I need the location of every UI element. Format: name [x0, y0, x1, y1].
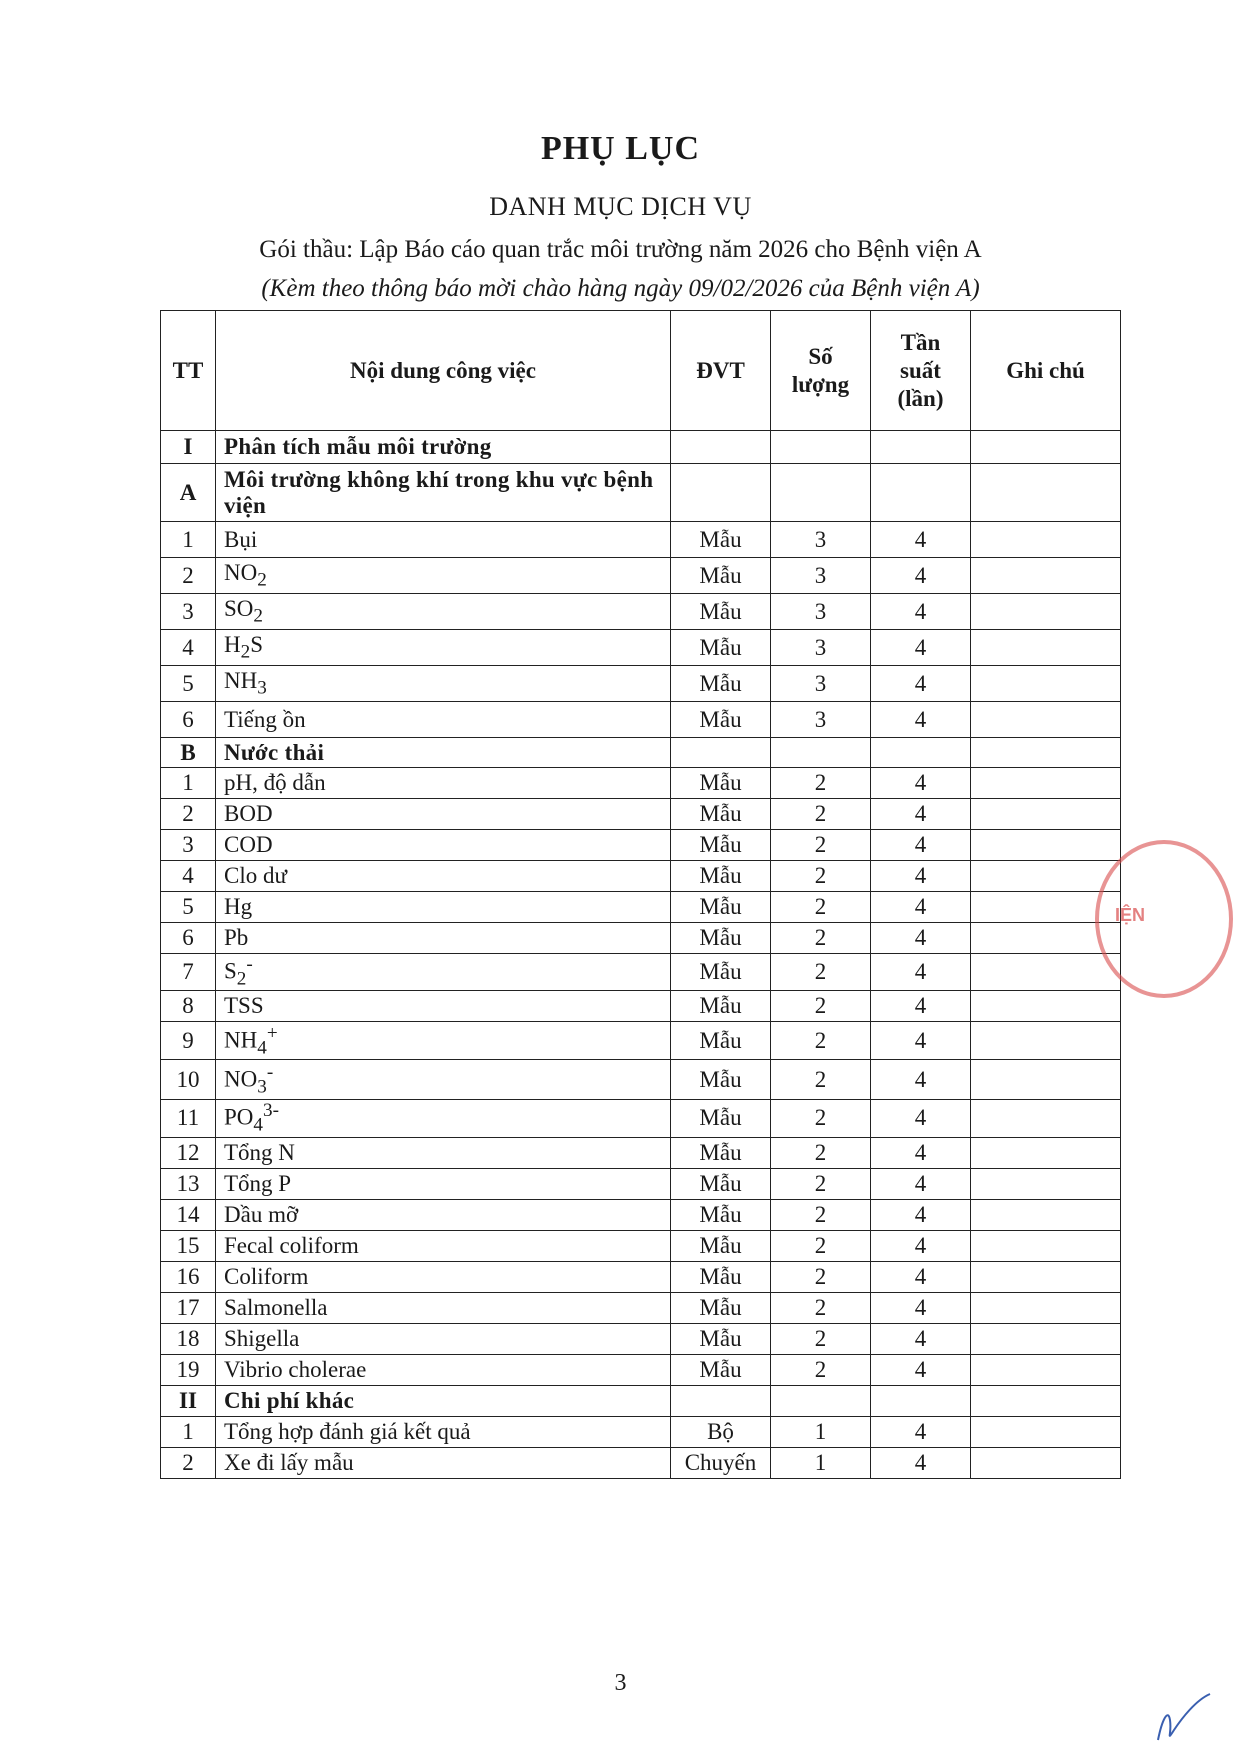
row-tt: 19	[161, 1354, 216, 1385]
row-item-name	[216, 1416, 671, 1447]
row-note	[971, 702, 1121, 738]
row-unit: Mẫu	[671, 1060, 771, 1100]
row-quantity: 2	[771, 1060, 871, 1100]
row-unit: Mẫu	[671, 666, 771, 702]
row-tt: 6	[161, 923, 216, 954]
table-row	[161, 892, 1121, 923]
item-name-text: Tổng P	[224, 1170, 292, 1196]
row-item-name	[216, 1168, 671, 1199]
item-subscript: 4	[253, 1114, 263, 1136]
row-unit: Mẫu	[671, 594, 771, 630]
item-subscript: 2	[253, 605, 263, 627]
table-row	[161, 991, 1121, 1022]
row-item-name	[216, 1137, 671, 1168]
row-item-name	[216, 861, 671, 892]
row-note	[971, 1060, 1121, 1100]
row-frequency: 4	[871, 1022, 971, 1060]
row-item-name	[216, 799, 671, 830]
item-name-text: Clo dư	[224, 863, 287, 888]
row-note	[971, 954, 1121, 991]
row-unit: Mẫu	[671, 1292, 771, 1323]
row-unit: Mẫu	[671, 830, 771, 861]
row-tt: 5	[161, 892, 216, 923]
item-name-text: Tiếng ồn	[224, 706, 306, 732]
row-item-name	[216, 954, 671, 991]
row-unit: Mẫu	[671, 799, 771, 830]
row-frequency	[871, 738, 971, 768]
row-tt: 1	[161, 768, 216, 799]
table-row	[161, 558, 1121, 594]
row-note	[971, 558, 1121, 594]
attachment-note: (Kèm theo thông báo mời chào hàng ngày 09/02/2026 của Bệnh viện A)	[261, 275, 980, 302]
section-row	[161, 431, 1121, 464]
row-tt: 3	[161, 830, 216, 861]
package-description: Gói thầu: Lập Báo cáo quan trắc môi trường năm 2026 cho Bệnh viện A	[259, 236, 982, 263]
section-row	[161, 738, 1121, 768]
table-row	[161, 1022, 1121, 1060]
item-name-text: NO	[224, 559, 258, 585]
row-tt: 9	[161, 1022, 216, 1060]
item-name-text: Xe đi lấy mẫu	[224, 1449, 354, 1475]
row-item-name	[216, 1100, 671, 1137]
row-unit: Chuyến	[671, 1447, 771, 1478]
item-superscript: +	[266, 1022, 278, 1044]
row-unit: Mẫu	[671, 630, 771, 666]
signature-mark-icon	[1148, 1690, 1218, 1750]
page-number: 3	[614, 1670, 627, 1696]
row-quantity: 3	[771, 522, 871, 558]
item-subscript: 2	[240, 641, 251, 663]
row-note	[971, 1261, 1121, 1292]
row-unit: Mẫu	[671, 702, 771, 738]
row-tt: 14	[161, 1199, 216, 1230]
table-row	[161, 702, 1121, 738]
row-frequency: 4	[871, 768, 971, 799]
row-quantity: 2	[771, 1022, 871, 1060]
row-quantity: 2	[771, 1261, 871, 1292]
row-note	[971, 1416, 1121, 1447]
row-frequency: 4	[871, 1416, 971, 1447]
row-tt: 1	[161, 522, 216, 558]
row-item-name	[216, 1292, 671, 1323]
table-row	[161, 954, 1121, 991]
row-frequency: 4	[871, 830, 971, 861]
item-name-text: NH	[224, 1027, 258, 1053]
row-tt: 2	[161, 799, 216, 830]
row-frequency: 4	[871, 799, 971, 830]
row-frequency: 4	[871, 702, 971, 738]
item-name-text: H	[224, 631, 241, 657]
item-name-text: NH	[224, 667, 258, 693]
row-quantity: 2	[771, 923, 871, 954]
table-row	[161, 768, 1121, 799]
row-note	[971, 1022, 1121, 1060]
row-frequency: 4	[871, 1230, 971, 1261]
row-quantity: 3	[771, 630, 871, 666]
table-row	[161, 830, 1121, 861]
row-quantity: 2	[771, 892, 871, 923]
table-row	[161, 1416, 1121, 1447]
table-row	[161, 1199, 1121, 1230]
row-item-name	[216, 1060, 671, 1100]
section-title: Môi trường không khí trong khu vực bệnh viện	[216, 464, 671, 522]
row-tt: 4	[161, 861, 216, 892]
row-frequency: 4	[871, 1354, 971, 1385]
row-item-name	[216, 666, 671, 702]
section-title: Nước thải	[216, 738, 671, 768]
row-quantity: 3	[771, 702, 871, 738]
item-name-text: NO	[224, 1066, 258, 1092]
row-frequency: 4	[871, 666, 971, 702]
row-tt: II	[161, 1385, 216, 1416]
row-frequency: 4	[871, 991, 971, 1022]
row-frequency: 4	[871, 1292, 971, 1323]
row-unit: Mẫu	[671, 1261, 771, 1292]
row-item-name	[216, 1199, 671, 1230]
row-tt: 7	[161, 954, 216, 991]
row-frequency: 4	[871, 1199, 971, 1230]
row-frequency: 4	[871, 594, 971, 630]
table-row	[161, 923, 1121, 954]
row-item-name	[216, 1354, 671, 1385]
section-title: Chi phí khác	[216, 1385, 671, 1416]
row-tt: 4	[161, 630, 216, 666]
row-tt: 1	[161, 1416, 216, 1447]
row-unit: Mẫu	[671, 768, 771, 799]
row-note	[971, 1447, 1121, 1478]
row-tt: 16	[161, 1261, 216, 1292]
row-unit	[671, 431, 771, 464]
row-frequency: 4	[871, 1261, 971, 1292]
row-item-name	[216, 892, 671, 923]
row-unit: Mẫu	[671, 522, 771, 558]
row-quantity: 3	[771, 594, 871, 630]
row-note	[971, 1354, 1121, 1385]
row-frequency: 4	[871, 522, 971, 558]
table-row	[161, 861, 1121, 892]
item-name-text: Dầu mỡ	[224, 1201, 299, 1227]
row-quantity	[771, 1385, 871, 1416]
table-row	[161, 1261, 1121, 1292]
row-quantity: 2	[771, 1230, 871, 1261]
row-unit: Mẫu	[671, 954, 771, 991]
item-name-text: COD	[224, 832, 273, 857]
row-tt: 10	[161, 1060, 216, 1100]
row-unit: Bộ	[671, 1416, 771, 1447]
table-row	[161, 799, 1121, 830]
row-note	[971, 1292, 1121, 1323]
row-frequency: 4	[871, 923, 971, 954]
table-row	[161, 1137, 1121, 1168]
table-row	[161, 1447, 1121, 1478]
row-note	[971, 1230, 1121, 1261]
table-row	[161, 1168, 1121, 1199]
row-quantity: 2	[771, 1323, 871, 1354]
row-unit: Mẫu	[671, 1100, 771, 1137]
table-row	[161, 1230, 1121, 1261]
item-superscript: -	[266, 1061, 274, 1083]
row-note	[971, 830, 1121, 861]
row-frequency: 4	[871, 954, 971, 991]
row-tt: 2	[161, 558, 216, 594]
item-name-text: S	[224, 958, 237, 984]
row-quantity: 2	[771, 1354, 871, 1385]
row-item-name	[216, 1447, 671, 1478]
item-superscript: 3-	[262, 1100, 279, 1122]
table-row	[161, 1100, 1121, 1137]
row-tt: 3	[161, 594, 216, 630]
col-header-frequency: Tần suất (lần)	[871, 311, 971, 431]
item-name-text: Vibrio cholerae	[224, 1356, 367, 1382]
item-subscript: 2	[257, 569, 267, 591]
row-unit: Mẫu	[671, 991, 771, 1022]
row-tt: B	[161, 738, 216, 768]
row-unit: Mẫu	[671, 1230, 771, 1261]
row-frequency: 4	[871, 1447, 971, 1478]
row-item-name	[216, 1323, 671, 1354]
row-unit	[671, 738, 771, 768]
row-note	[971, 861, 1121, 892]
row-note	[971, 1100, 1121, 1137]
item-name-text: Tổng N	[224, 1139, 295, 1165]
row-quantity: 2	[771, 1292, 871, 1323]
row-unit: Mẫu	[671, 1137, 771, 1168]
table-header-row	[161, 311, 1121, 431]
item-name-text: Bụi	[224, 526, 258, 552]
col-header-unit: ĐVT	[671, 311, 771, 431]
row-unit	[671, 1385, 771, 1416]
page-subtitle: DANH MỤC DỊCH VỤ	[489, 192, 752, 221]
row-note	[971, 594, 1121, 630]
item-name-text: Salmonella	[224, 1294, 328, 1320]
row-frequency: 4	[871, 1323, 971, 1354]
row-note	[971, 666, 1121, 702]
row-tt: I	[161, 431, 216, 464]
row-item-name	[216, 830, 671, 861]
item-name-text: Coliform	[224, 1263, 309, 1289]
row-quantity	[771, 464, 871, 522]
row-note	[971, 991, 1121, 1022]
row-note	[971, 1199, 1121, 1230]
col-header-content: Nội dung công việc	[216, 311, 671, 431]
row-item-name	[216, 702, 671, 738]
table-body	[161, 431, 1121, 1479]
row-frequency	[871, 464, 971, 522]
row-note	[971, 768, 1121, 799]
row-tt: 15	[161, 1230, 216, 1261]
item-subscript: 3	[257, 677, 267, 699]
table-row	[161, 1323, 1121, 1354]
item-name-text: TSS	[224, 993, 264, 1019]
table-row	[161, 522, 1121, 558]
row-tt: A	[161, 464, 216, 522]
row-quantity: 2	[771, 1100, 871, 1137]
row-tt: 13	[161, 1168, 216, 1199]
row-quantity	[771, 738, 871, 768]
item-name-text: Hg	[224, 894, 253, 919]
col-header-note: Ghi chú	[971, 311, 1121, 431]
row-quantity: 2	[771, 830, 871, 861]
row-tt: 18	[161, 1323, 216, 1354]
item-subscript: 3	[257, 1075, 267, 1097]
row-quantity	[771, 431, 871, 464]
row-item-name	[216, 1230, 671, 1261]
table-row	[161, 666, 1121, 702]
row-tt: 11	[161, 1100, 216, 1137]
section-row	[161, 1385, 1121, 1416]
row-item-name	[216, 630, 671, 666]
row-item-name	[216, 1261, 671, 1292]
seal-text: IỆN	[1115, 905, 1146, 925]
table-row	[161, 1354, 1121, 1385]
row-item-name	[216, 522, 671, 558]
row-frequency: 4	[871, 630, 971, 666]
row-frequency: 4	[871, 1168, 971, 1199]
row-note	[971, 1168, 1121, 1199]
row-quantity: 2	[771, 861, 871, 892]
section-row	[161, 464, 1121, 522]
row-quantity: 2	[771, 1168, 871, 1199]
row-tt: 2	[161, 1447, 216, 1478]
row-quantity: 3	[771, 666, 871, 702]
row-quantity: 2	[771, 768, 871, 799]
item-superscript: -	[246, 954, 253, 975]
row-tt: 17	[161, 1292, 216, 1323]
col-header-quantity: Số lượng	[771, 311, 871, 431]
row-quantity: 2	[771, 1137, 871, 1168]
row-item-name	[216, 923, 671, 954]
item-subscript: 2	[236, 968, 247, 990]
item-name-text: BOD	[224, 801, 273, 826]
row-unit: Mẫu	[671, 892, 771, 923]
row-quantity: 2	[771, 799, 871, 830]
section-title: Phân tích mẫu môi trường	[216, 431, 671, 464]
row-unit: Mẫu	[671, 1323, 771, 1354]
item-name-text: SO	[224, 595, 254, 621]
item-name-text: Tổng hợp đánh giá kết quả	[224, 1418, 471, 1444]
item-name-text: Fecal coliform	[224, 1232, 359, 1258]
row-note	[971, 1385, 1121, 1416]
row-note	[971, 738, 1121, 768]
row-frequency: 4	[871, 1100, 971, 1137]
page-title: PHỤ LỤC	[540, 130, 701, 167]
row-tt: 5	[161, 666, 216, 702]
table-row	[161, 1060, 1121, 1100]
row-unit: Mẫu	[671, 861, 771, 892]
row-quantity: 1	[771, 1416, 871, 1447]
item-name-text: pH, độ dẫn	[224, 770, 326, 795]
row-item-name	[216, 558, 671, 594]
row-quantity: 2	[771, 1199, 871, 1230]
row-quantity: 2	[771, 954, 871, 991]
table-row	[161, 630, 1121, 666]
table-row	[161, 594, 1121, 630]
row-quantity: 3	[771, 558, 871, 594]
row-frequency: 4	[871, 892, 971, 923]
row-unit: Mẫu	[671, 558, 771, 594]
row-item-name	[216, 1022, 671, 1060]
row-note	[971, 431, 1121, 464]
service-table	[160, 310, 1121, 1479]
row-note	[971, 1137, 1121, 1168]
item-name-text: PO	[224, 1104, 254, 1130]
row-unit: Mẫu	[671, 1168, 771, 1199]
row-frequency: 4	[871, 861, 971, 892]
item-name-text: Pb	[224, 925, 249, 950]
row-unit: Mẫu	[671, 923, 771, 954]
row-tt: 12	[161, 1137, 216, 1168]
row-frequency: 4	[871, 1060, 971, 1100]
row-quantity: 1	[771, 1447, 871, 1478]
row-item-name	[216, 991, 671, 1022]
item-subscript: 4	[257, 1036, 267, 1058]
row-unit: Mẫu	[671, 1199, 771, 1230]
row-note	[971, 799, 1121, 830]
item-name-suffix: S	[250, 631, 263, 657]
row-frequency: 4	[871, 1137, 971, 1168]
row-frequency: 4	[871, 558, 971, 594]
row-frequency	[871, 1385, 971, 1416]
col-header-tt: TT	[161, 311, 216, 431]
row-quantity: 2	[771, 991, 871, 1022]
row-tt: 8	[161, 991, 216, 1022]
table-row	[161, 1292, 1121, 1323]
row-note	[971, 1323, 1121, 1354]
row-unit: Mẫu	[671, 1022, 771, 1060]
row-frequency	[871, 431, 971, 464]
row-note	[971, 464, 1121, 522]
row-tt: 6	[161, 702, 216, 738]
row-unit: Mẫu	[671, 1354, 771, 1385]
row-note	[971, 630, 1121, 666]
item-name-text: Shigella	[224, 1325, 300, 1351]
row-item-name	[216, 594, 671, 630]
row-item-name	[216, 768, 671, 799]
row-note	[971, 522, 1121, 558]
row-unit	[671, 464, 771, 522]
